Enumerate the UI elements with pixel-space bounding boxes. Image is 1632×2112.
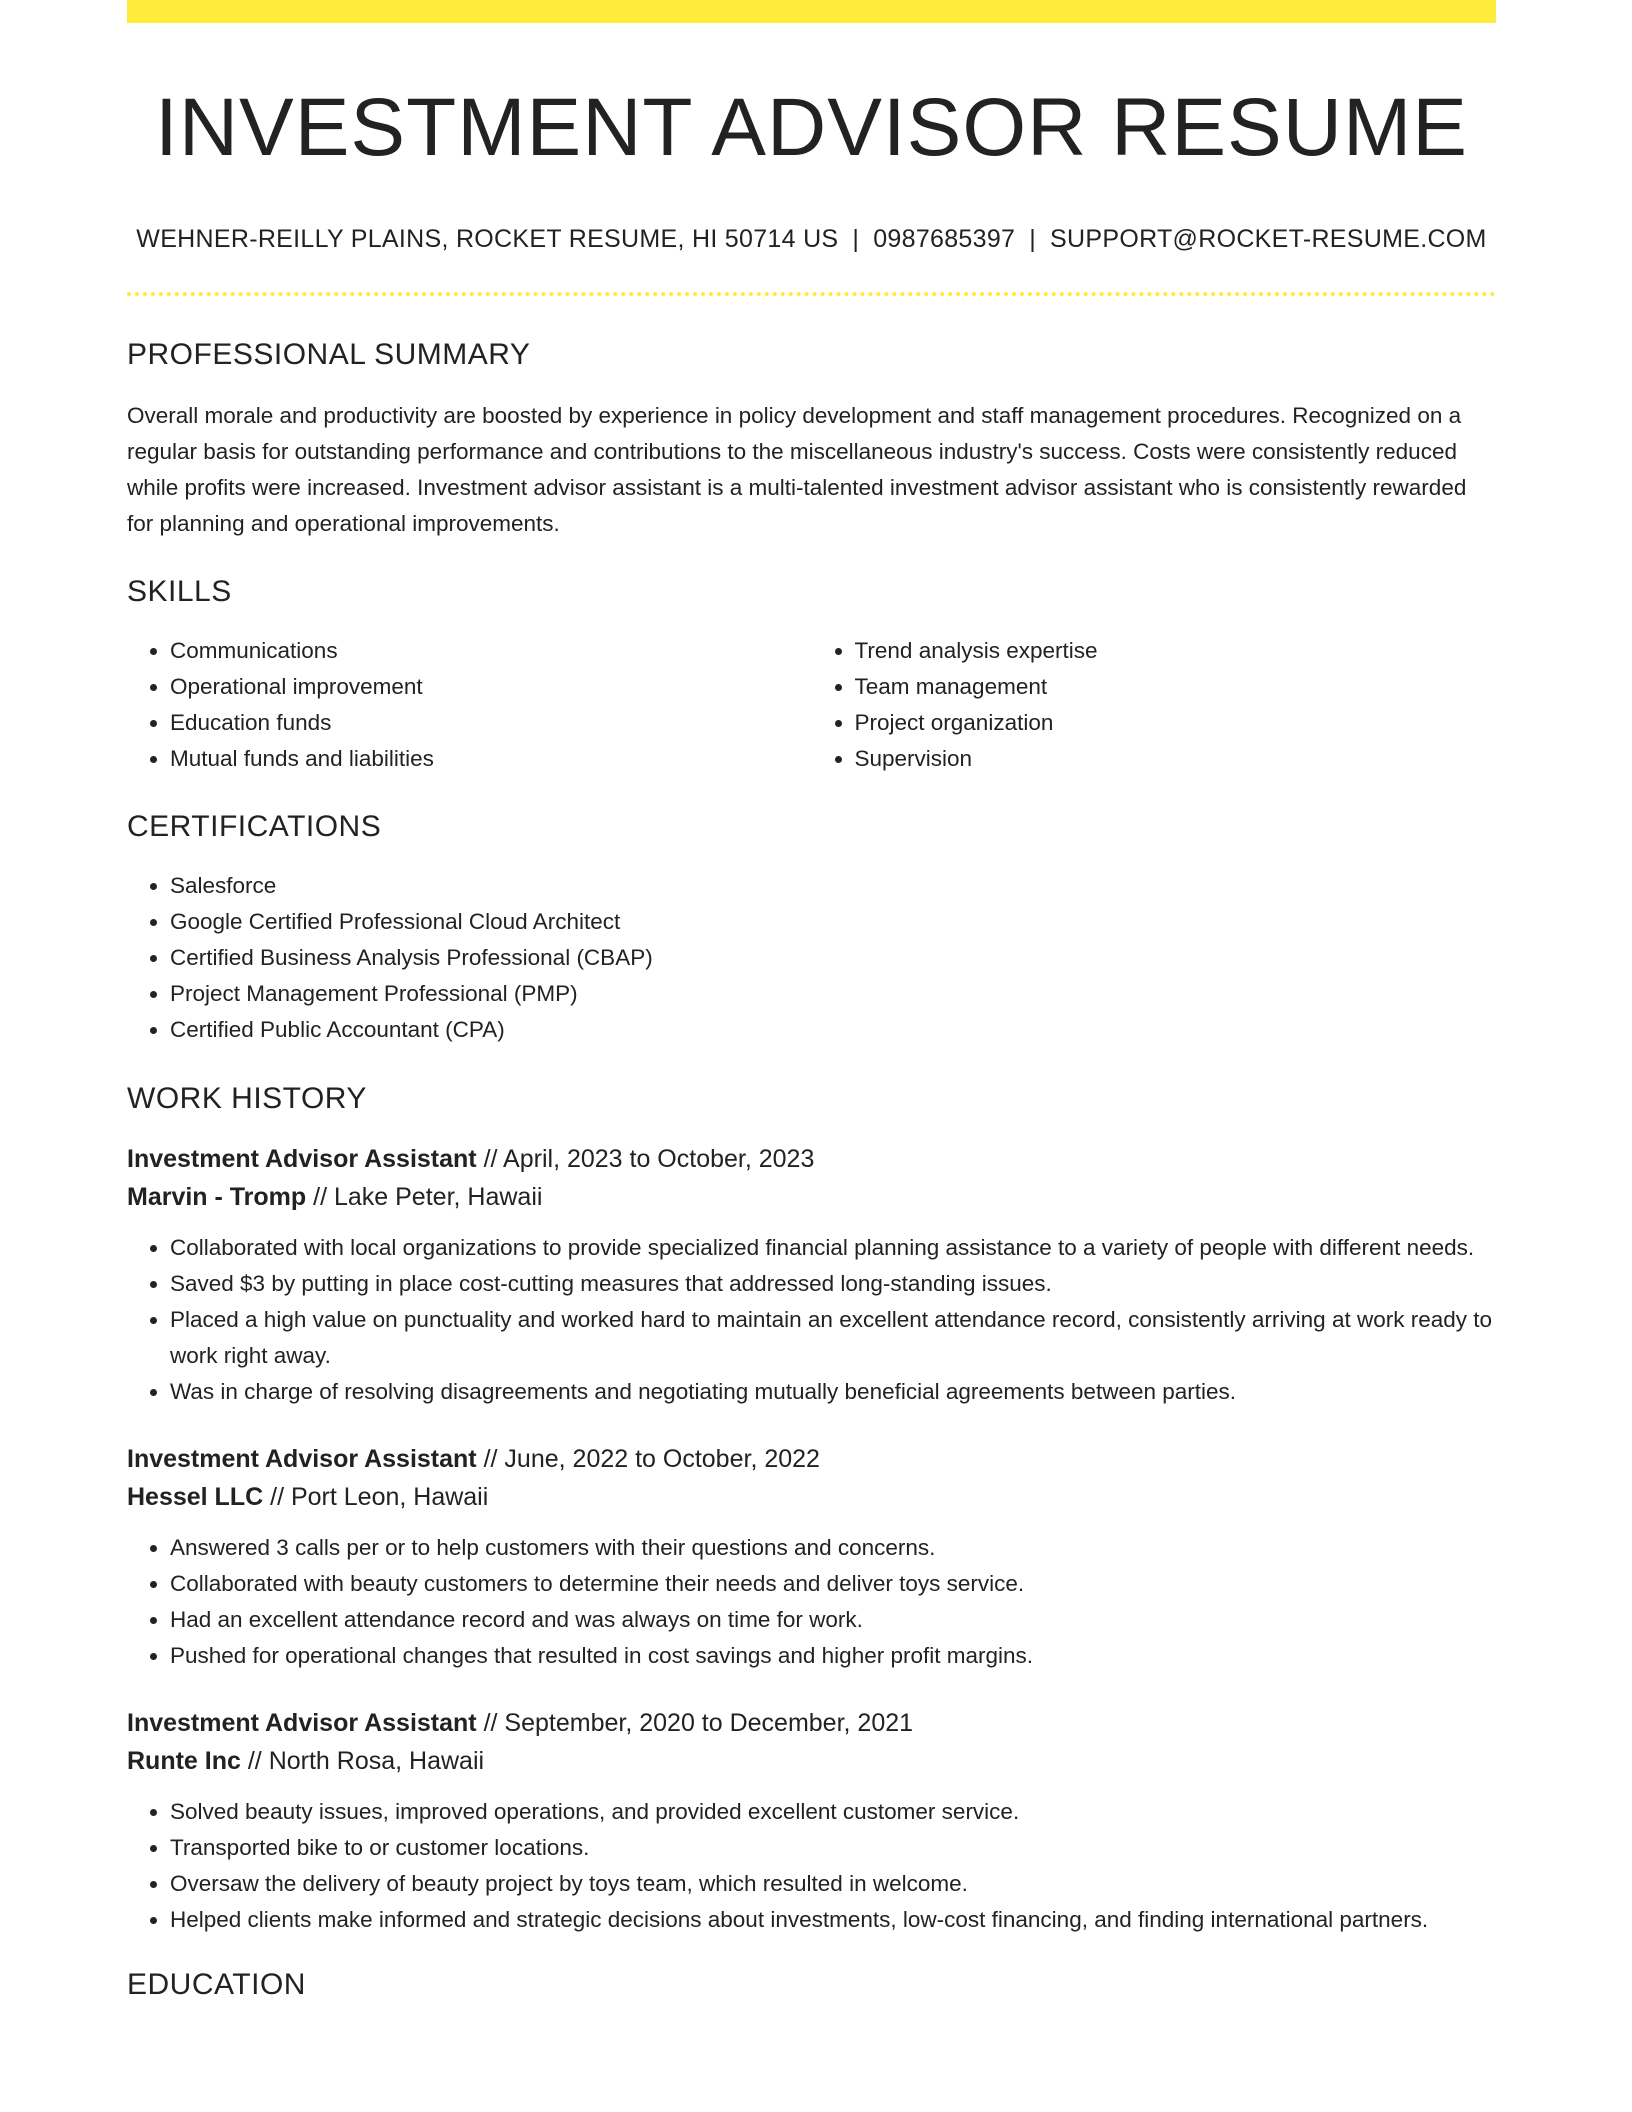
resume-content: [127, 23, 1496, 2002]
contact-address: WEHNER-REILLY PLAINS, ROCKET RESUME, HI 50714 US: [136, 225, 839, 254]
job-entry: [127, 1140, 1496, 1410]
certification-item: • Project Management Professional (PMP): [170, 976, 1496, 1012]
certifications-list: [127, 868, 1496, 1048]
dotted-divider: [127, 292, 1496, 296]
skill-item: • Trend analysis expertise: [855, 633, 1497, 669]
job-entry: [127, 1440, 1496, 1674]
job-bullets: [127, 1794, 1496, 1938]
job-title: Investment Advisor Assistant: [127, 1145, 477, 1174]
accent-bar: [127, 0, 1496, 23]
contact-phone: 0987685397: [873, 225, 1016, 254]
skill-item: • Communications: [170, 633, 812, 669]
certification-item: • Salesforce: [170, 868, 1496, 904]
job-bullet: • Had an excellent attendance record and was always on time for work.: [170, 1602, 1496, 1638]
skill-item: • Supervision: [855, 741, 1497, 777]
skill-item: • Operational improvement: [170, 669, 812, 705]
job-company: Hessel LLC: [127, 1483, 264, 1512]
certification-item: • Google Certified Professional Cloud Architect: [170, 904, 1496, 940]
job-company: Marvin - Tromp: [127, 1183, 307, 1212]
skill-item: • Project organization: [855, 705, 1497, 741]
job-company-line: [127, 1742, 1496, 1780]
job-location: // Lake Peter, Hawaii: [313, 1183, 543, 1212]
certification-item: • Certified Business Analysis Professional (CBAP): [170, 940, 1496, 976]
job-bullet: • Was in charge of resolving disagreements and negotiating mutually beneficial agreements between parties.: [170, 1374, 1496, 1410]
job-bullet: • Oversaw the delivery of beauty project by toys team, which resulted in welcome.: [170, 1866, 1496, 1902]
job-bullet: • Collaborated with local organizations to provide specialized financial planning assistance to a variety of people with different needs.: [170, 1230, 1496, 1266]
job-bullet: • Collaborated with beauty customers to determine their needs and deliver toys service.: [170, 1566, 1496, 1602]
contact-separator: |: [1029, 225, 1037, 254]
job-title-line: [127, 1440, 1496, 1478]
skills-list-left: [127, 633, 812, 777]
skill-item: • Mutual funds and liabilities: [170, 741, 812, 777]
certification-item: • Certified Public Accountant (CPA): [170, 1012, 1496, 1048]
contact-email: SUPPORT@ROCKET-RESUME.COM: [1050, 225, 1487, 254]
section-heading-certifications: CERTIFICATIONS: [127, 810, 382, 844]
job-title-line: [127, 1140, 1496, 1178]
job-dates: // April, 2023 to October, 2023: [483, 1145, 815, 1174]
contact-line: [127, 225, 1496, 254]
summary-text: Overall morale and productivity are boosted by experience in policy development and staff management procedures. Recognized on a regular basis for outstanding performance and contributions to the miscellaneous industry's success. Costs were consistently reduced while profits were increased. Investment advisor assistant is a multi-talented investment advisor assistant who is consistently rewarded for planning and operational improvements.: [127, 403, 1467, 537]
job-bullet: • Helped clients make informed and strategic decisions about investments, low-cost financing, and finding international partners.: [170, 1902, 1496, 1938]
job-bullet: • Transported bike to or customer locations.: [170, 1830, 1496, 1866]
job-title-line: [127, 1704, 1496, 1742]
job-company: Runte Inc: [127, 1747, 241, 1776]
job-bullet: • Pushed for operational changes that resulted in cost savings and higher profit margins.: [170, 1638, 1496, 1674]
job-dates: // September, 2020 to December, 2021: [483, 1709, 914, 1738]
skills-list-right: [812, 633, 1497, 777]
job-bullet: • Answered 3 calls per or to help customers with their questions and concerns.: [170, 1530, 1496, 1566]
job-location: // Port Leon, Hawaii: [270, 1483, 489, 1512]
skill-item: • Education funds: [170, 705, 812, 741]
job-location: // North Rosa, Hawaii: [247, 1747, 485, 1776]
job-bullet: • Placed a high value on punctuality and worked hard to maintain an excellent attendance record, consistently arriving at work ready to work right away.: [170, 1302, 1496, 1374]
section-heading-skills: SKILLS: [127, 575, 232, 609]
skills-columns: [127, 633, 1496, 777]
contact-separator: |: [852, 225, 860, 254]
job-company-line: [127, 1178, 1496, 1216]
job-bullet: • Solved beauty issues, improved operations, and provided excellent customer service.: [170, 1794, 1496, 1830]
section-heading-education: EDUCATION: [127, 1968, 306, 2002]
page-title: INVESTMENT ADVISOR RESUME: [155, 82, 1468, 173]
job-company-line: [127, 1478, 1496, 1516]
section-heading-work-history: WORK HISTORY: [127, 1082, 367, 1116]
section-heading-summary: PROFESSIONAL SUMMARY: [127, 338, 531, 372]
job-bullet: • Saved $3 by putting in place cost-cutting measures that addressed long-standing issues.: [170, 1266, 1496, 1302]
job-dates: // June, 2022 to October, 2022: [483, 1445, 820, 1474]
job-title: Investment Advisor Assistant: [127, 1709, 477, 1738]
job-title: Investment Advisor Assistant: [127, 1445, 477, 1474]
job-bullets: [127, 1530, 1496, 1674]
job-entry: [127, 1704, 1496, 1938]
skill-item: • Team management: [855, 669, 1497, 705]
job-bullets: [127, 1230, 1496, 1410]
